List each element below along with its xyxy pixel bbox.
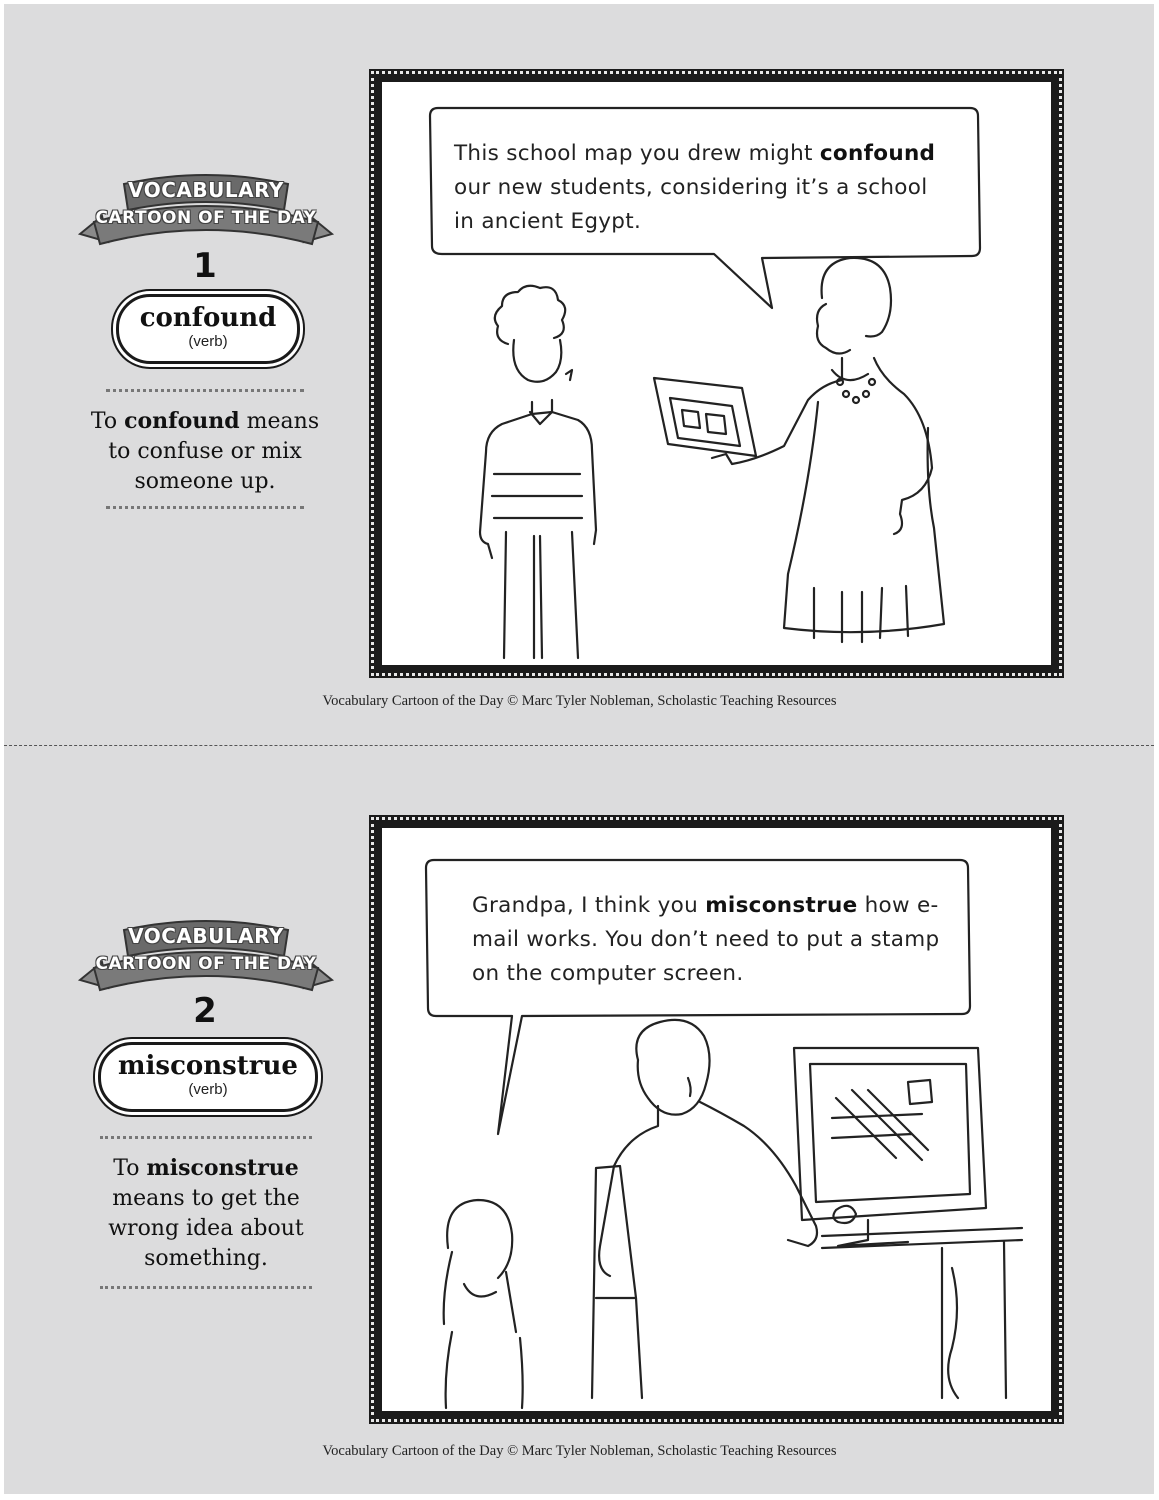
card-number: 2 bbox=[193, 991, 217, 1031]
dotted-divider bbox=[100, 1286, 312, 1289]
cut-line bbox=[4, 745, 1154, 746]
vocab-word: misconstrue bbox=[118, 1051, 298, 1081]
definition-word: confound bbox=[124, 408, 240, 434]
vocab-card-2 bbox=[0, 748, 1159, 1493]
part-of-speech: (verb) bbox=[188, 1081, 228, 1098]
definition-word: misconstrue bbox=[146, 1155, 299, 1181]
copyright-credit: Vocabulary Cartoon of the Day © Marc Tyler Nobleman, Scholastic Teaching Resources bbox=[322, 1443, 837, 1459]
speech-vocab-word: confound bbox=[819, 141, 936, 166]
card-number: 1 bbox=[193, 246, 217, 286]
vocab-word: confound bbox=[139, 303, 277, 333]
banner-line-1: VOCABULARY bbox=[128, 924, 284, 948]
speech-before: This school map you drew might bbox=[454, 141, 820, 166]
dotted-divider bbox=[106, 506, 304, 509]
part-of-speech: (verb) bbox=[188, 333, 228, 350]
definition bbox=[78, 406, 332, 497]
banner-line-2: CARTOON OF THE DAY bbox=[95, 954, 317, 974]
definition-prefix: To bbox=[113, 1156, 147, 1181]
dotted-divider bbox=[100, 1136, 312, 1139]
definition bbox=[86, 1153, 326, 1274]
banner-line-2: CARTOON OF THE DAY bbox=[95, 208, 317, 228]
speech-after: how e-mail works. You don’t need to put a stamp on the computer screen. bbox=[472, 893, 940, 986]
speech-bubble-text bbox=[472, 889, 942, 991]
definition-rest: means to confuse or mix someone up. bbox=[108, 409, 320, 494]
cartoon-panel bbox=[380, 826, 1053, 1413]
copyright-credit: Vocabulary Cartoon of the Day © Marc Tyler Nobleman, Scholastic Teaching Resources bbox=[322, 693, 837, 709]
cartoon-panel bbox=[380, 80, 1053, 667]
dotted-divider bbox=[106, 389, 304, 392]
banner-line-1: VOCABULARY bbox=[128, 178, 284, 202]
cartoon-frame bbox=[369, 69, 1064, 678]
cartoon-frame bbox=[369, 815, 1064, 1424]
speech-after: our new students, considering it’s a school in ancient Egypt. bbox=[454, 175, 928, 234]
speech-bubble-text bbox=[454, 137, 954, 239]
speech-before: Grandpa, I think you bbox=[472, 893, 706, 918]
definition-prefix: To bbox=[90, 409, 125, 434]
vocab-word-box bbox=[116, 294, 300, 364]
vocab-card-1 bbox=[0, 0, 1159, 745]
vocab-word-box bbox=[98, 1042, 318, 1112]
definition-rest: means to get the wrong idea about something. bbox=[108, 1186, 304, 1271]
speech-vocab-word: misconstrue bbox=[705, 893, 858, 918]
